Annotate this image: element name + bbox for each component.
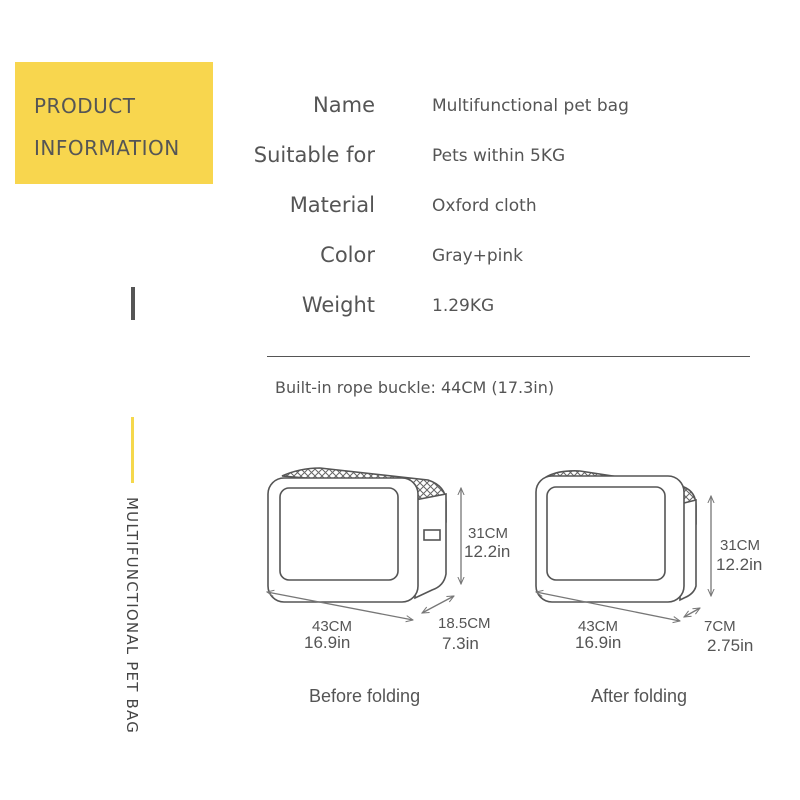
bag-before-side-panel <box>415 494 446 598</box>
spec-value-name: Multifunctional pet bag <box>432 96 629 116</box>
rope-value: 44CM <box>440 378 487 397</box>
bag-before-tag <box>424 530 440 540</box>
before-height-cm: 31CM <box>468 525 509 542</box>
after-depth-arrow <box>684 608 700 617</box>
before-depth-cm: 18.5CM <box>438 615 491 632</box>
after-height-in: 12.2in <box>716 555 763 574</box>
before-folding-caption: Before folding <box>309 686 421 706</box>
badge-line-1: PRODUCT <box>34 94 136 118</box>
after-depth-in: 2.75in <box>707 636 754 655</box>
spec-value-material: Oxford cloth <box>432 196 537 216</box>
before-depth-arrow <box>422 596 454 613</box>
before-depth-in: 7.3in <box>442 634 479 653</box>
after-length-in: 16.9in <box>575 633 622 652</box>
bag-after-front-panel <box>536 476 684 602</box>
after-depth-cm: 7CM <box>704 618 736 635</box>
spec-label-suitable-for: Suitable for <box>253 143 375 167</box>
spec-label-material: Material <box>289 193 375 217</box>
badge-line-2: INFORMATION <box>34 136 180 160</box>
bag-after-folding <box>536 471 696 602</box>
spec-value-color: Gray+pink <box>432 246 524 266</box>
spec-label-name: Name <box>313 93 375 117</box>
after-height-cm: 31CM <box>720 537 761 554</box>
rope-label: Built-in rope buckle: <box>275 378 436 397</box>
spec-label-color: Color <box>320 243 375 267</box>
spec-label-weight: Weight <box>301 293 375 317</box>
side-title: MULTIFUNCTIONAL PET BAG <box>123 497 141 735</box>
before-length-in: 16.9in <box>304 633 351 652</box>
after-length-cm: 43CM <box>578 618 619 635</box>
before-height-in: 12.2in <box>464 542 511 561</box>
bag-before-front-panel <box>268 478 418 602</box>
before-length-cm: 43CM <box>312 618 353 635</box>
after-folding-caption: After folding <box>591 686 688 706</box>
rope-value-inches: (17.3in) <box>491 378 555 397</box>
spec-value-suitable-for: Pets within 5KG <box>432 146 566 166</box>
bag-before-folding <box>268 468 446 602</box>
spec-value-weight: 1.29KG <box>432 296 495 316</box>
